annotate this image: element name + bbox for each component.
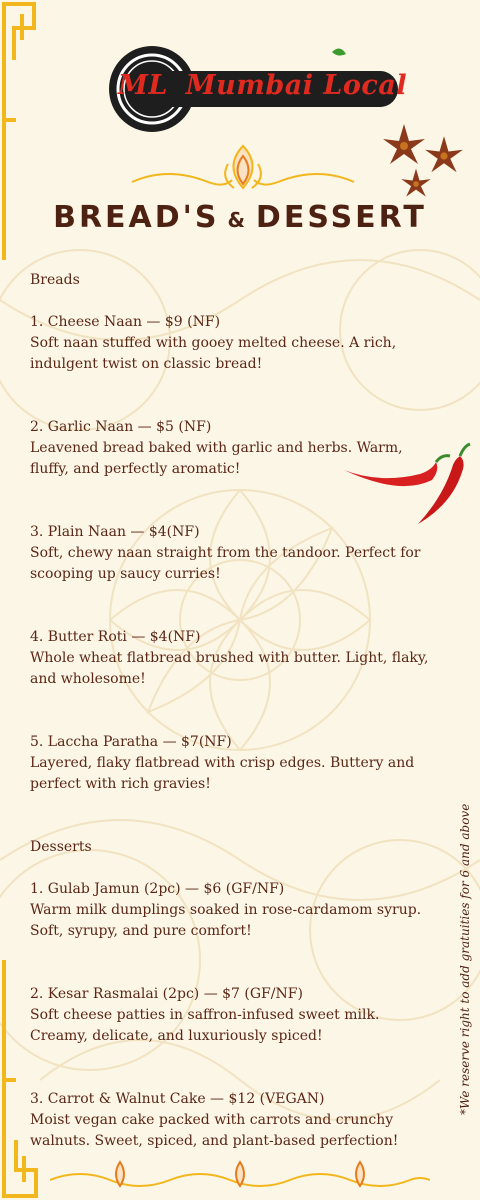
item-desc: walnuts. Sweet, spiced, and plant-based perfection! <box>30 1133 399 1149</box>
item-desc: fluffy, and perfectly aromatic! <box>30 461 241 477</box>
item-desc: Leavened bread baked with garlic and herbs. Warm, <box>30 440 403 456</box>
menu-item-garlic-naan <box>30 417 455 480</box>
footer-ornament-border <box>50 1158 430 1192</box>
item-desc: Moist vegan cake packed with carrots and crunchy <box>30 1112 394 1128</box>
menu-item-laccha-paratha <box>30 732 455 795</box>
logo-name: Mumbai Local <box>185 70 408 101</box>
heading-breads: BREAD'S <box>53 200 220 235</box>
heading-dessert: DESSERT <box>255 200 427 235</box>
item-desc: Soft, syrupy, and pure comfort! <box>30 923 252 939</box>
menu-item-gulab-jamun <box>30 879 455 942</box>
menu-item-plain-naan <box>30 522 455 585</box>
item-name: 2. Garlic Naan — $5 (NF) <box>30 419 212 435</box>
item-name: 1. Cheese Naan — $9 (NF) <box>30 314 221 330</box>
menu-item-cheese-naan <box>30 312 455 375</box>
section-title-breads: Breads <box>30 272 80 288</box>
menu-item-kesar-rasmalai <box>30 984 455 1047</box>
item-desc: perfect with rich gravies! <box>30 776 211 792</box>
item-desc: Creamy, delicate, and luxuriously spiced! <box>30 1028 323 1044</box>
section-title-desserts: Desserts <box>30 839 92 855</box>
item-desc: Soft cheese patties in saffron-infused sweet milk. <box>30 1007 380 1023</box>
item-name: 2. Kesar Rasmalai (2pc) — $7 (GF/NF) <box>30 986 303 1002</box>
item-name: 3. Plain Naan — $4(NF) <box>30 524 200 540</box>
item-desc: scooping up saucy curries! <box>30 566 221 582</box>
logo-text <box>118 70 407 101</box>
lotus-ornament-divider <box>128 140 358 195</box>
menu-content <box>30 270 455 1152</box>
logo-ml: ML <box>118 70 168 101</box>
gratuity-note: *We reserve right to add gratuities for 6 and above <box>458 803 472 1115</box>
item-desc: Warm milk dumplings soaked in rose-cardamom syrup. <box>30 902 422 918</box>
item-name: 1. Gulab Jamun (2pc) — $6 (GF/NF) <box>30 881 285 897</box>
leaf-icon <box>332 48 346 55</box>
item-desc: Layered, flaky flatbread with crisp edges. Buttery and <box>30 755 415 771</box>
item-desc: Soft naan stuffed with gooey melted cheese. A rich, <box>30 335 397 351</box>
item-desc: indulgent twist on classic bread! <box>30 356 263 372</box>
page-heading <box>0 200 480 235</box>
menu-item-butter-roti <box>30 627 455 690</box>
item-name: 3. Carrot & Walnut Cake — $12 (VEGAN) <box>30 1091 325 1107</box>
item-desc: Whole wheat flatbread brushed with butter. Light, flaky, <box>30 650 429 666</box>
menu-item-carrot-walnut-cake <box>30 1089 455 1152</box>
heading-ampersand: & <box>227 208 248 232</box>
item-desc: and wholesome! <box>30 671 146 687</box>
item-name: 4. Butter Roti — $4(NF) <box>30 629 201 645</box>
star-anise-icon <box>380 122 475 202</box>
item-desc: Soft, chewy naan straight from the tandoor. Perfect for <box>30 545 421 561</box>
item-name: 5. Laccha Paratha — $7(NF) <box>30 734 232 750</box>
